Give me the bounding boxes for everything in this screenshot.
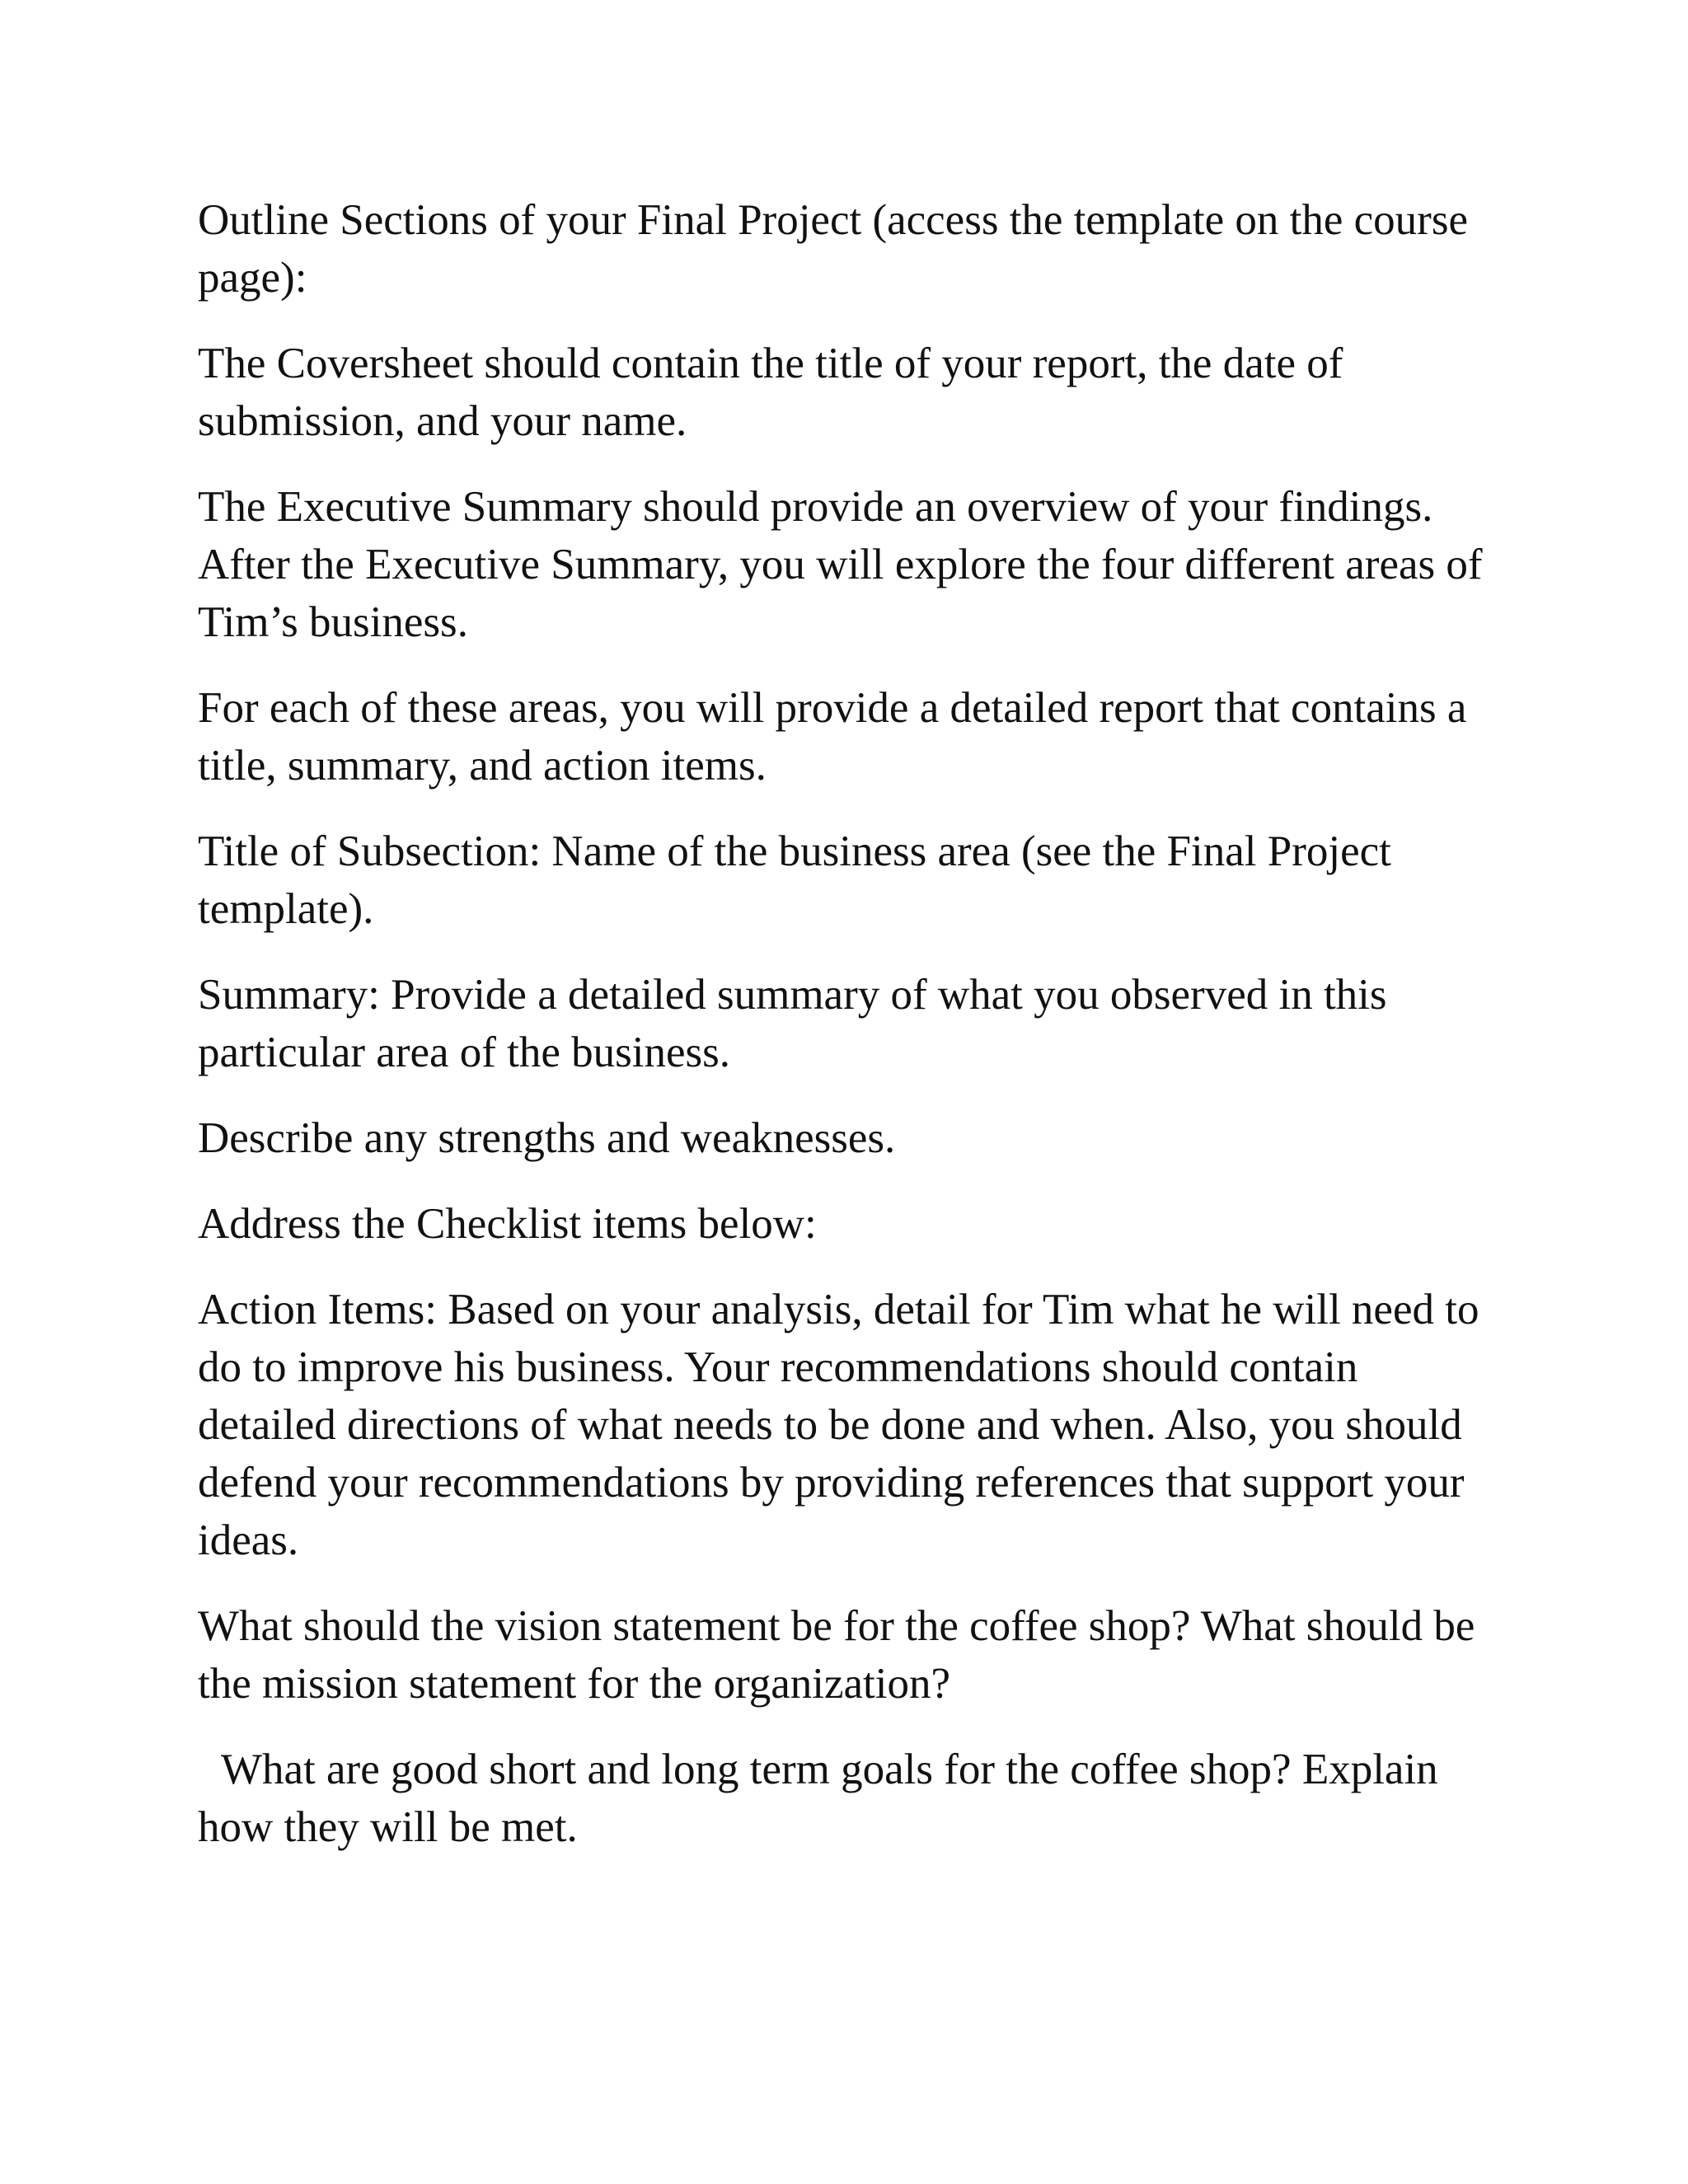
paragraph-checklist: Address the Checklist items below: <box>198 1200 817 1248</box>
paragraph-strengths-weaknesses: Describe any strengths and weaknesses. <box>198 1114 896 1162</box>
paragraph-vision-mission: What should the vision statement be for the coffee shop? What should be the mission statement for the organization? <box>198 1602 1475 1708</box>
document-body <box>198 191 1500 1884</box>
paragraph-goals: What are good short and long term goals for the coffee shop? Explain how they will be met. <box>198 1746 1438 1851</box>
paragraph-outline-sections: Outline Sections of your Final Project (access the template on the course page): <box>198 196 1468 302</box>
paragraph-title-of-subsection: Title of Subsection: Name of the business area (see the Final Project template). <box>198 827 1391 933</box>
paragraph-executive-summary: The Executive Summary should provide an overview of your findings. After the Executive Summary, you will explore the four different areas of Tim’s business. <box>198 483 1483 646</box>
paragraph-coversheet: The Coversheet should contain the title of your report, the date of submission, and your name. <box>198 340 1343 445</box>
paragraph-summary: Summary: Provide a detailed summary of what you observed in this particular area of the business. <box>198 971 1387 1076</box>
paragraph-each-area: For each of these areas, you will provide a detailed report that contains a title, summary, and action items. <box>198 684 1467 790</box>
paragraph-action-items: Action Items: Based on your analysis, detail for Tim what he will need to do to improve his business. Your recommendations should contain detailed directions of what needs to be done and when. Also, you should defend your recommendations by providing references that support your ideas. <box>198 1286 1479 1564</box>
